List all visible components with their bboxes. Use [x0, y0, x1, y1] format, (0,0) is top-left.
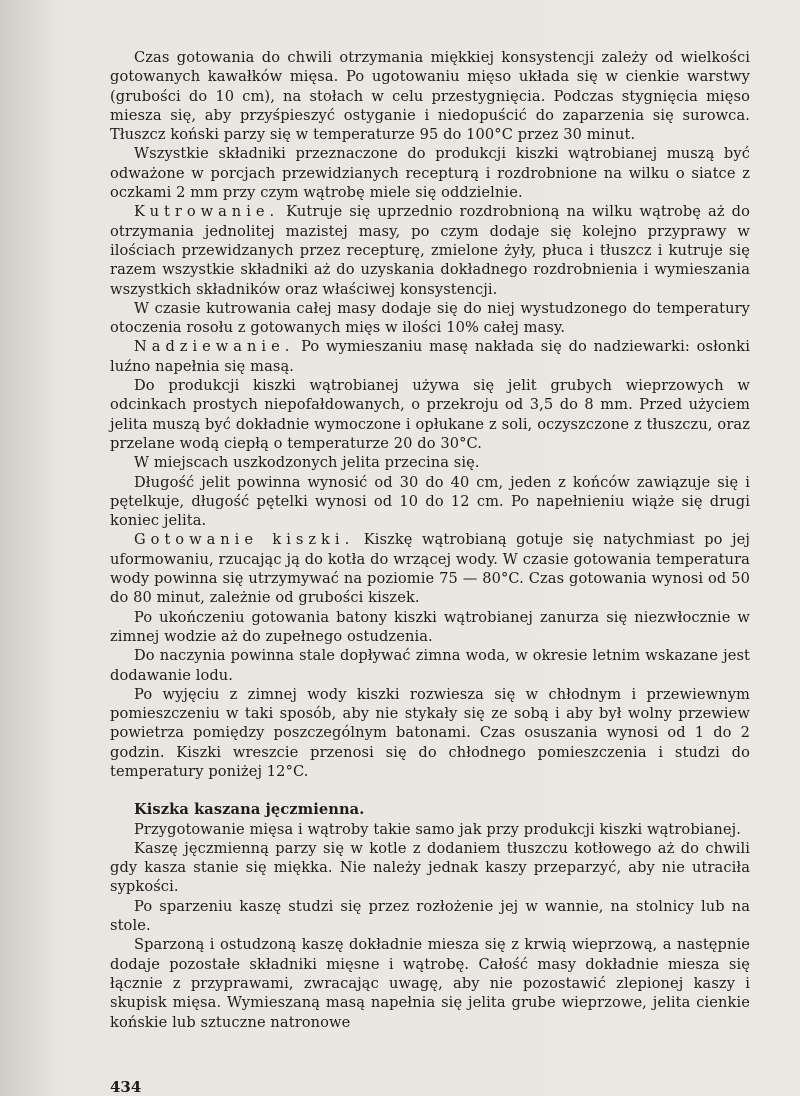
- paragraph: [110, 144, 750, 202]
- paragraph: [110, 202, 750, 298]
- paragraph-text: W miejscach uszkodzonych jelita przecina się.: [134, 454, 480, 472]
- paragraph-text: Po sparzeniu kaszę studzi się przez rozłożenie jej w wannie, na stolnicy lub na stole.: [110, 897, 750, 935]
- paragraph: [110, 376, 750, 453]
- paragraph-text: Kiszkę wątrobianą gotuje się natychmiast po jej uformowaniu, rzucając ją do kotła do wrzącej wody. W czasie gotowania temperatura wody powinna się utrzymywać na poziomie 75 — 80°C. Czas gotowania wynosi od 50 do 80 minut, zależnie od grubości kiszek.: [110, 531, 751, 607]
- paragraph: [110, 299, 750, 338]
- paragraph-text: Do produkcji kiszki wątrobianej używa się jelit grubych wieprzowych w odcinkach prostych niepofałdowanych, o przekroju od 3,5 do 8 mm. Przed użyciem jelita muszą być dokładnie wymoczone i opłukane z soli, oczyszczone z tłuszczu, oraz przelane wodą ciepłą o temperaturze 20 do 30°C.: [110, 377, 750, 452]
- paragraph: [110, 473, 750, 531]
- paragraph: [110, 897, 750, 936]
- section-heading: Kiszka kaszana jęczmienna.: [134, 801, 365, 819]
- paragraph-text: Czas gotowania do chwili otrzymania miękkiej konsystencji zależy od wielkości gotowanych kawałków mięsa. Po ugotowaniu mięso układa się w cienkie warstwy (grubości do 10 cm), na stołach w celu przestygnięcia. Podczas stygnięcia mięso miesza się, aby przyśpieszyć ostyganie i niedopuścić do zaparzenia się surowca. Tłuszcz koński parzy się w temperaturze 95 do 100°C przez 30 minut.: [110, 49, 750, 144]
- paragraph-text: Wszystkie składniki przeznaczone do produkcji kiszki wątrobianej muszą być odważone w porcjach przewidzianych recepturą i rozdrobnione na wilku o siatce z oczkami 2 mm przy czym wątrobę miele się oddzielnie.: [110, 145, 750, 202]
- paragraph: [110, 935, 750, 1031]
- paragraph: [110, 685, 750, 781]
- paragraph-text: Kutruje się uprzednio rozdrobnioną na wilku wątrobę aż do otrzymania jednolitej mazistej masy, po czym dodaje się kolejno przyprawy w ilościach przewidzanych przez recepturę, zmielone żyły, płuca i tłuszcz i kutruje się razem wszystkie składniki aż do uzyskania dokładnego rozdrobnienia i wymieszania wszystkich składników oraz właściwej konsystencji.: [110, 203, 750, 298]
- paragraph: [110, 337, 750, 376]
- paragraph-text: Do naczynia powinna stale dopływać zimna woda, w okresie letnim wskazane jest dodawanie lodu.: [110, 647, 750, 684]
- paragraph-text: Po wymieszaniu masę nakłada się do nadziewarki: osłonki luźno napełnia się masą.: [110, 338, 750, 375]
- paragraph: [110, 820, 750, 839]
- spaced-lead-word: Nadziewanie.: [134, 338, 295, 356]
- paragraph: [110, 839, 750, 897]
- paragraph: [110, 646, 750, 685]
- paragraph: [110, 453, 750, 472]
- paragraph: [110, 48, 750, 144]
- paragraph-text: Przygotowanie mięsa i wątroby takie samo jak przy produkcji kiszki wątrobianej.: [134, 820, 741, 838]
- paragraph: [110, 608, 750, 647]
- paragraph-text: Po ukończeniu gotowania batony kiszki wątrobianej zanurza się niezwłocznie w zimnej wodzie aż do zupełnego ostudzenia.: [110, 608, 750, 645]
- paragraph: [110, 530, 750, 607]
- paragraph-text: Po wyjęciu z zimnej wody kiszki rozwiesza się w chłodnym i przewiewnym pomieszczeniu w taki sposób, aby nie stykały się ze sobą i aby był wolny przewiew powietrza pomiędzy poszczególnym batonami. Czas osuszania wynosi od 1 do 2 godzin. Kiszki wreszcie przenosi się do chłodnego pomieszczenia i studzi do temperatury poniżej 12°C.: [110, 685, 750, 780]
- body-text: [110, 48, 750, 1032]
- spaced-lead-word: Gotowanie kiszki.: [134, 531, 355, 549]
- spaced-lead-word: Kutrowanie.: [134, 203, 280, 221]
- paragraph-text: W czasie kutrowania całej masy dodaje się do niej wystudzonego do temperatury otoczenia rosołu z gotowanych mięs w ilości 10% całej masy.: [110, 299, 750, 337]
- page-number: 434: [110, 1078, 142, 1096]
- paragraph-text: Sparzoną i ostudzoną kaszę dokładnie miesza się z krwią wieprzową, a następnie dodaje pozostałe składniki mięsne i wątrobę. Całość masy dokładnie miesza się łącznie z przyprawami, zwracając uwagę, aby nie pozostawić zlepionej kaszy i skupisk mięsa. Wymieszaną masą napełnia się jelita grube wieprzowe, jelita cienkie końskie lub sztuczne natronowe: [110, 936, 750, 1031]
- paragraph-text: Długość jelit powinna wynosić od 30 do 40 cm, jeden z końców zawiązuje się i pętelkuje, długość pętelki wynosi od 10 do 12 cm. Po napełnieniu wiąże się drugi koniec jelita.: [110, 473, 750, 530]
- paragraph-text: Kaszę jęczmienną parzy się w kotle z dodaniem tłuszczu kotłowego aż do chwili gdy kasza stanie się miękka. Nie należy jednak kaszy przeparzyć, aby nie utraciła sypkości.: [110, 839, 750, 896]
